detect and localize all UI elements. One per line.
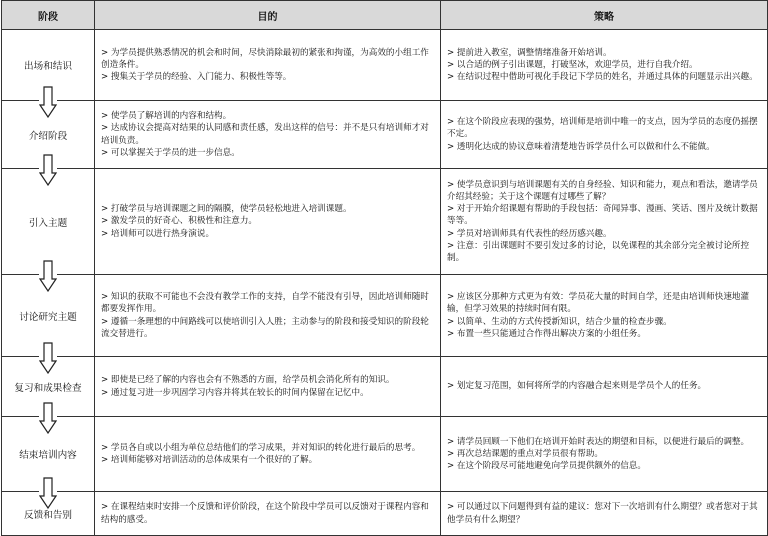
goal-item: > 达成协议会提高对结果的认同感和责任感，发出这样的信号：并不是只有培训师才对培训负责。: [101, 123, 429, 146]
goal-item: > 通过复习进一步巩固学习内容并将其在较长的时间内保留在记忆中。: [101, 387, 369, 398]
goal-item: > 培训师可以进行热身演说。: [101, 228, 215, 239]
down-arrow-icon: [39, 477, 57, 509]
strategy-item: > 应该区分那种方式更为有效：学员花大量的时间自学，还是由培训师快速地灌输，但学习效果的持续时间有限。: [447, 292, 750, 315]
down-arrow-icon: [39, 260, 57, 292]
strategy-cell: [441, 492, 768, 536]
strategy-item: > 在这个阶段尽可能地避免向学员提供额外的信息。: [447, 461, 646, 472]
strategy-cell: [441, 101, 768, 169]
table-row: [2, 101, 768, 169]
strategy-item: > 以简单、生动的方式传授新知识，结合少量的检查步骤。: [447, 316, 672, 327]
stage-label: 复习和成果检查: [14, 382, 82, 394]
goal-item: > 打破学员与培训课题之间的隔膜，使学员轻松地进入培训课题。: [101, 204, 352, 215]
goal-item: > 为学员提供熟悉情况的机会和时间，尽快消除最初的紧张和拘谨，为高效的小组工作创造条件。: [101, 47, 429, 70]
stage-label: 结束培训内容: [19, 450, 77, 461]
goal-item: > 激发学员的好奇心、积极性和注意力。: [101, 216, 258, 227]
strategy-cell: [441, 275, 768, 357]
strategy-item: > 注意：引出课题时不要引发过多的讨论，以免课程的其余部分完全被讨论所控制。: [447, 240, 750, 263]
stage-label: 反馈和告别: [24, 509, 72, 521]
down-arrow-icon: [39, 342, 57, 374]
goal-item: > 培训师能够对培训活动的总体成果有一个很好的了解。: [101, 455, 318, 465]
training-stages-table: [1, 0, 768, 536]
goal-cell: [95, 275, 441, 357]
goal-cell: [95, 357, 441, 417]
strategy-item: > 使学员意识到与培训课题有关的自身经验、知识和能力，观点和看法，邀请学员介绍其经验；关于这个课题有过哪些了解？: [447, 179, 758, 202]
strategy-cell: [441, 169, 768, 275]
strategy-cell: [441, 357, 768, 417]
stage-label: 引入主题: [28, 217, 68, 229]
goal-item: > 学员各自或以小组为单位总结他们的学习成果，并对知识的转化进行最后的思考。: [101, 442, 421, 453]
table-row: [2, 275, 768, 357]
strategy-item: > 透明化达成的协议意味着清楚地告诉学员什么可以做和什么不能做。: [447, 141, 715, 152]
goal-cell: [95, 417, 441, 492]
goal-item: > 遵循一条理想的中间路线可以使培训引入人胜；主动参与的阶段和接受知识的阶段轮流交替进行。: [101, 316, 429, 339]
strategy-item: > 以合适的例子引出课题，打破坚冰，欢迎学员，进行自我介绍。: [447, 59, 698, 70]
goal-cell: [95, 30, 441, 101]
goal-cell: [95, 101, 441, 169]
goal-cell: [95, 492, 441, 536]
strategy-cell: [441, 417, 768, 492]
stage-label: 出场和结识: [24, 61, 72, 72]
table-row: [2, 492, 768, 536]
header-strategy: 策略: [441, 1, 768, 30]
strategy-item: > 在结识过程中借助可视化手段记下学员的姓名，并通过具体的问题显示出兴趣。: [447, 72, 758, 83]
strategy-item: > 可以通过以下问题得到有益的建议：您对下一次培训有什么期望？或者您对于其他学员有什么期望？: [447, 502, 758, 525]
table-row: [2, 169, 768, 275]
strategy-item: > 在这个阶段应表现的强势，培训师是培训中唯一的支点，因为学员的态度仍摇摆不定。: [447, 117, 758, 140]
strategy-item: > 再次总结课题的重点对学员很有帮助。: [447, 448, 604, 459]
table-row: [2, 417, 768, 492]
goal-item: > 即使是已经了解的内容也会有不熟悉的方面，给学员机会消化所有的知识。: [101, 375, 395, 386]
goal-item: > 使学员了解培训的内容和结构。: [101, 111, 232, 122]
strategy-cell: [441, 30, 768, 101]
goal-cell: [95, 169, 441, 275]
table-row: [2, 30, 768, 101]
strategy-item: > 请学员回顾一下他们在培训开始时表达的期望和目标，以便进行最后的调整。: [447, 436, 750, 447]
strategy-item: > 提前进入教室，调整情绪准备开始培训。: [447, 47, 612, 58]
strategy-item: > 划定复习范围，如何将所学的内容融合起来则是学员个人的任务。: [447, 381, 707, 392]
stage-cell: [2, 30, 95, 101]
goal-item: > 在课程结束时安排一个反馈和评价阶段，在这个阶段中学员可以反馈对于课程内容和结构的感受。: [101, 502, 429, 525]
strategy-item: > 对于开始介绍课题有帮助的手段包括：奇闻异事、漫画、笑话、图片及统计数据等等。: [447, 204, 758, 227]
goal-item: > 可以掌握关于学员的进一步信息。: [101, 147, 240, 158]
stage-label: 介绍阶段: [28, 130, 68, 142]
down-arrow-icon: [39, 86, 57, 118]
strategy-item: > 布置一些只能通过合作得出解决方案的小组任务。: [447, 328, 646, 339]
header-row: [2, 1, 768, 30]
strategy-item: > 学员对培训师具有代表性的经历感兴趣。: [447, 228, 612, 239]
header-stage: 阶段: [2, 1, 95, 30]
down-arrow-icon: [39, 154, 57, 186]
header-goal: 目的: [95, 1, 441, 30]
stage-label: 讨论研究主题: [19, 311, 77, 323]
down-arrow-icon: [39, 402, 57, 434]
table-row: [2, 357, 768, 417]
goal-item: > 搜集关于学员的经验、入门能力、积极性等等。: [101, 72, 292, 83]
goal-item: > 知识的获取不可能也不会没有教学工作的支持，自学不能没有引导，因此培训师随时都要发挥作用。: [101, 292, 429, 315]
